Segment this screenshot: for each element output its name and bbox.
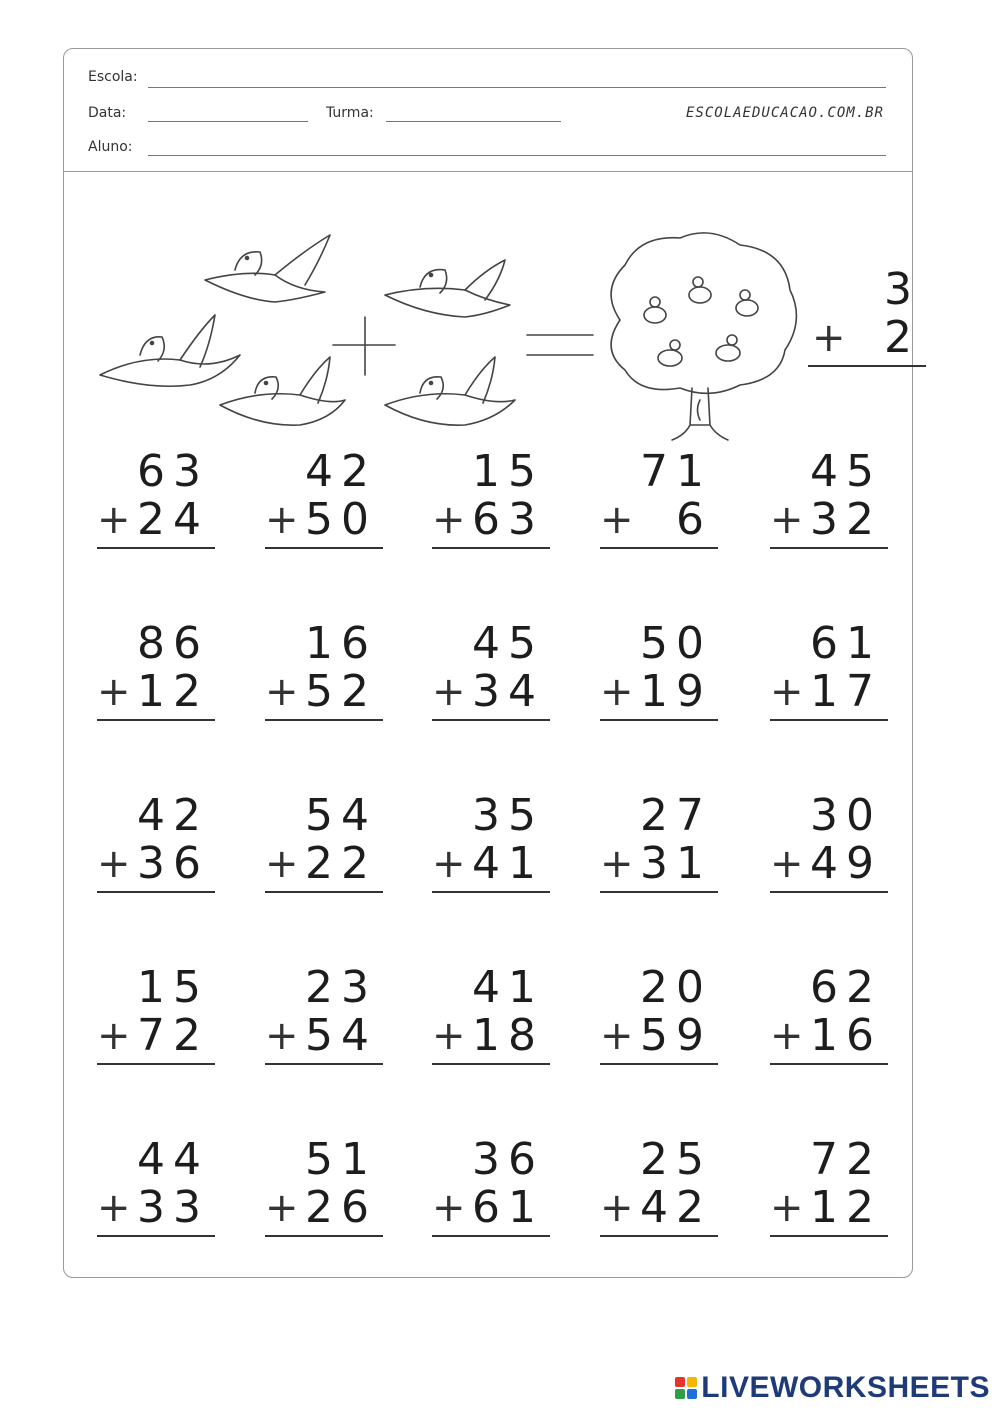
top-number: 63 — [137, 446, 209, 497]
addition-problem — [432, 790, 550, 894]
sum-line — [600, 1235, 718, 1237]
plus-sign: + — [432, 497, 466, 543]
liveworksheets-logo — [675, 1371, 990, 1405]
bottom-number: 32 — [810, 494, 882, 545]
addition-problem — [97, 962, 215, 1066]
sum-line — [265, 1235, 383, 1237]
addition-problem — [432, 1134, 550, 1238]
sum-line — [97, 891, 215, 893]
addition-problem — [432, 446, 550, 550]
top-number: 42 — [305, 446, 377, 497]
aluno-label: Aluno: — [88, 139, 133, 155]
bottom-number: 63 — [472, 494, 544, 545]
plus-sign: + — [265, 497, 299, 543]
data-label: Data: — [88, 105, 127, 121]
top-number: 51 — [305, 1134, 377, 1185]
sum-line — [97, 1063, 215, 1065]
addition-problem — [97, 790, 215, 894]
brand-name: LIVEWORKSHEETS — [701, 1371, 990, 1404]
plus-sign: + — [432, 1185, 466, 1231]
top-number: 30 — [810, 790, 882, 841]
bottom-number: 12 — [137, 666, 209, 717]
top-number: 23 — [305, 962, 377, 1013]
sum-line — [432, 1235, 550, 1237]
sum-line — [432, 547, 550, 549]
addition-problem — [770, 1134, 888, 1238]
addition-problem — [265, 962, 383, 1066]
bottom-number: 36 — [137, 838, 209, 889]
sum-line — [600, 1063, 718, 1065]
addition-problem — [770, 790, 888, 894]
plus-sign: + — [265, 1013, 299, 1059]
turma-label: Turma: — [326, 105, 374, 121]
liveworksheets-icon — [675, 1377, 697, 1399]
plus-sign: + — [265, 1185, 299, 1231]
escola-label: Escola: — [88, 69, 138, 85]
plus-sign: + — [97, 497, 131, 543]
bottom-number: 18 — [472, 1010, 544, 1061]
equals-sign-icon — [527, 335, 593, 355]
bottom-number: 22 — [305, 838, 377, 889]
plus-sign: + — [97, 1013, 131, 1059]
bird-icon — [100, 315, 240, 386]
data-field[interactable] — [148, 121, 308, 122]
turma-field[interactable] — [386, 121, 561, 122]
top-number: 72 — [810, 1134, 882, 1185]
addition-problem — [265, 790, 383, 894]
bottom-number: 16 — [810, 1010, 882, 1061]
top-number: 54 — [305, 790, 377, 841]
plus-sign: + — [770, 1013, 804, 1059]
bottom-number: 52 — [305, 666, 377, 717]
plus-sign: + — [432, 669, 466, 715]
bottom-number: 24 — [137, 494, 209, 545]
plus-sign: + — [600, 669, 634, 715]
addition-problem — [265, 618, 383, 722]
addition-problem — [432, 618, 550, 722]
plus-sign: + — [600, 497, 634, 543]
top-number: 45 — [810, 446, 882, 497]
addition-problem — [600, 790, 718, 894]
plus-sign: + — [770, 841, 804, 887]
top-number: 45 — [472, 618, 544, 669]
plus-sign: + — [770, 497, 804, 543]
sum-line — [770, 1063, 888, 1065]
sum-line — [265, 719, 383, 721]
sum-line — [600, 719, 718, 721]
sum-line — [808, 365, 926, 367]
bottom-number: 59 — [640, 1010, 712, 1061]
top-number: 42 — [137, 790, 209, 841]
top-number: 41 — [472, 962, 544, 1013]
bottom-number: 33 — [137, 1182, 209, 1233]
plus-sign: + — [600, 1185, 634, 1231]
sum-line — [97, 547, 215, 549]
top-number: 36 — [472, 1134, 544, 1185]
bottom-number: 17 — [810, 666, 882, 717]
plus-sign: + — [600, 841, 634, 887]
plus-sign: + — [97, 841, 131, 887]
sum-line — [265, 547, 383, 549]
top-number: 15 — [472, 446, 544, 497]
example-bottom-number: 2 — [884, 312, 920, 363]
sum-line — [770, 1235, 888, 1237]
sum-line — [770, 547, 888, 549]
addition-problem — [600, 962, 718, 1066]
top-number: 71 — [640, 446, 712, 497]
sum-line — [770, 719, 888, 721]
addition-problem — [770, 446, 888, 550]
bottom-number: 42 — [640, 1182, 712, 1233]
bottom-number: 6 — [676, 494, 712, 545]
top-number: 86 — [137, 618, 209, 669]
plus-sign-icon — [333, 317, 395, 375]
bird-icon — [385, 260, 510, 317]
plus-sign: + — [812, 315, 846, 361]
plus-sign: + — [265, 841, 299, 887]
worksheet-header — [64, 49, 912, 172]
plus-sign: + — [265, 669, 299, 715]
plus-sign: + — [97, 669, 131, 715]
addition-problem — [265, 1134, 383, 1238]
example-problem — [808, 264, 926, 368]
bottom-number: 19 — [640, 666, 712, 717]
bottom-number: 72 — [137, 1010, 209, 1061]
sum-line — [432, 719, 550, 721]
addition-problem — [770, 962, 888, 1066]
top-number: 35 — [472, 790, 544, 841]
sum-line — [600, 547, 718, 549]
addition-problem — [97, 618, 215, 722]
top-number: 50 — [640, 618, 712, 669]
bird-icon — [385, 357, 515, 425]
addition-problem — [600, 1134, 718, 1238]
sum-line — [265, 1063, 383, 1065]
addition-problem — [265, 446, 383, 550]
bottom-number: 26 — [305, 1182, 377, 1233]
addition-problem — [97, 446, 215, 550]
plus-sign: + — [97, 1185, 131, 1231]
bird-icon — [220, 357, 345, 425]
top-number: 27 — [640, 790, 712, 841]
top-number: 44 — [137, 1134, 209, 1185]
sum-line — [265, 891, 383, 893]
sum-line — [600, 891, 718, 893]
top-number: 62 — [810, 962, 882, 1013]
bottom-number: 50 — [305, 494, 377, 545]
bottom-number: 41 — [472, 838, 544, 889]
example-top-number: 3 — [884, 264, 920, 315]
bottom-number: 61 — [472, 1182, 544, 1233]
bottom-number: 49 — [810, 838, 882, 889]
bird-icon — [205, 235, 330, 302]
top-number: 61 — [810, 618, 882, 669]
top-number: 25 — [640, 1134, 712, 1185]
plus-sign: + — [600, 1013, 634, 1059]
escola-field[interactable] — [148, 87, 886, 88]
sum-line — [432, 891, 550, 893]
birds-illustration — [95, 225, 815, 450]
sum-line — [770, 891, 888, 893]
bottom-number: 31 — [640, 838, 712, 889]
plus-sign: + — [432, 1013, 466, 1059]
sum-line — [97, 719, 215, 721]
tree-icon — [611, 233, 796, 440]
addition-problem — [97, 1134, 215, 1238]
sum-line — [97, 1235, 215, 1237]
sum-line — [432, 1063, 550, 1065]
addition-problem — [600, 446, 718, 550]
top-number: 16 — [305, 618, 377, 669]
bottom-number: 34 — [472, 666, 544, 717]
addition-problem — [432, 962, 550, 1066]
aluno-field[interactable] — [148, 155, 886, 156]
plus-sign: + — [770, 669, 804, 715]
addition-problem — [770, 618, 888, 722]
plus-sign: + — [432, 841, 466, 887]
plus-sign: + — [770, 1185, 804, 1231]
bottom-number: 12 — [810, 1182, 882, 1233]
addition-problem — [600, 618, 718, 722]
bottom-number: 54 — [305, 1010, 377, 1061]
site-name: ESCOLAEDUCACAO.COM.BR — [685, 105, 884, 121]
top-number: 15 — [137, 962, 209, 1013]
top-number: 20 — [640, 962, 712, 1013]
